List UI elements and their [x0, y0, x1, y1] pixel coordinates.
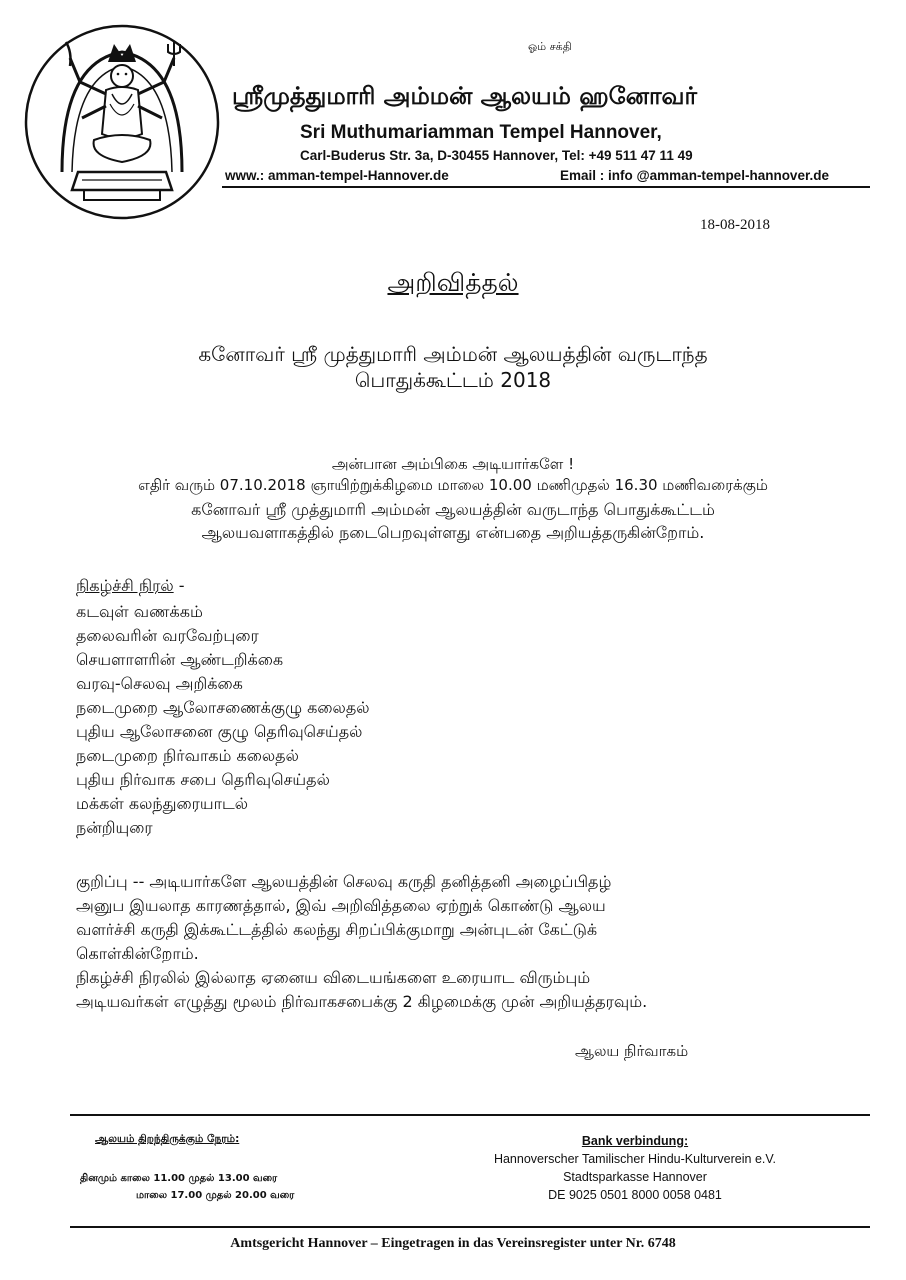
bank-name: Stadtsparkasse Hannover: [563, 1170, 707, 1184]
notice-heading: [0, 268, 906, 301]
agenda-item: நடைமுறை நிர்வாகம் கலைதல்: [76, 746, 299, 765]
notice-heading-text: அறிவித்தல்: [387, 268, 519, 297]
remark-line: நிகழ்ச்சி நிரலில் இல்லாத ஏனைய விடையங்களை உரையாட விரும்பும்: [76, 968, 591, 987]
greeting: அன்பான அம்பிகை அடியார்களே !: [331, 455, 575, 473]
agenda-item: நன்றியுரை: [76, 818, 153, 837]
notice-subtitle-line1: கனோவர் ஸ்ரீ முத்துமாரி அம்மன் ஆலயத்தின் வருடாந்த: [198, 342, 708, 366]
agenda-title-suffix: -: [173, 576, 185, 595]
temple-name-tamil: ஸ்ரீமுத்துமாரி அம்மன் ஆலயம் ஹனோவர்: [232, 82, 698, 110]
agenda-title-text: நிகழ்ச்சி நிரல்: [76, 576, 174, 595]
agenda-item: வரவு-செலவு அறிக்கை: [76, 674, 243, 693]
footer-divider-top: [70, 1114, 870, 1116]
opening-hours-morning: தினமும் காலை 11.00 முதல் 13.00 வரை: [80, 1173, 278, 1184]
remark-line: குறிப்பு -- அடியார்களே ஆலயத்தின் செலவு கருதி தனித்தனி அழைப்பிதழ்: [76, 872, 612, 891]
agenda-title: [76, 576, 185, 597]
agenda-item: செயளாளரின் ஆண்டறிக்கை: [76, 650, 284, 669]
agenda-item: நடைமுறை ஆலோசணைக்குழு கலைதல்: [76, 698, 370, 717]
notice-subtitle-line2: பொதுக்கூட்டம் 2018: [354, 368, 552, 392]
notice-body-line1: எதிர் வரும் 07.10.2018 ஞாயிற்றுக்கிழமை மாலை 10.00 மணிமுதல் 16.30 மணிவரைக்கும்: [138, 476, 768, 494]
footer-divider-bottom: [70, 1226, 870, 1228]
bank-iban: DE 9025 0501 8000 0058 0481: [548, 1188, 722, 1202]
temple-address: Carl-Buderus Str. 3a, D-30455 Hannover, Tel: +49 511 47 11 49: [300, 148, 693, 163]
agenda-list: [76, 600, 370, 840]
notice-body-line2: கனோவர் ஸ்ரீ முத்துமாரி அம்மன் ஆலயத்தின் வருடாந்த பொதுக்கூட்டம்: [191, 500, 715, 519]
bank-account-holder: Hannoverscher Tamilischer Hindu-Kulturverein e.V.: [493, 1152, 777, 1166]
temple-name-german: Sri Muthumariamman Tempel Hannover,: [300, 122, 662, 143]
letter-date: 18-08-2018: [700, 217, 770, 233]
header-divider: [222, 186, 870, 188]
association-register-note: Amtsgericht Hannover – Eingetragen in das Vereinsregister unter Nr. 6748: [230, 1236, 676, 1251]
remark-line: அனுப இயலாத காரணத்தால், இவ் அறிவித்தலை ஏற்றுக் கொண்டு ஆலய: [76, 896, 606, 915]
opening-hours-title-text: ஆலயம் திறந்திருக்கும் நேரம்:: [95, 1133, 240, 1145]
notice-body-line3: ஆலயவளாகத்தில் நடைபெறவுள்ளது என்பதை அறியத்தருகின்றோம்.: [201, 523, 705, 542]
remark-line: அடியவர்கள் எழுத்து மூலம் நிர்வாகசபைக்கு 2 கிழமைக்கு முன் அறியத்தரவும்.: [76, 992, 648, 1011]
remark-line: வளர்ச்சி கருதி இக்கூட்டத்தில் கலந்து சிறப்பிக்குமாறு அன்புடன் கேட்டுக்: [76, 920, 598, 939]
agenda-item: கடவுள் வணக்கம்: [76, 602, 203, 621]
agenda-item: புதிய ஆலோசனை குழு தெரிவுசெய்தல்: [76, 722, 363, 741]
om-sakthi-text: ஓம் சக்தி: [528, 40, 572, 53]
signature-temple-administration: ஆலய நிர்வாகம்: [575, 1042, 689, 1060]
agenda-item: புதிய நிர்வாக சபை தெரிவுசெய்தல்: [76, 770, 330, 789]
email-link[interactable]: Email : info @amman-tempel-hannover.de: [560, 168, 829, 183]
opening-hours-evening: மாலை 17.00 முதல் 20.00 வரை: [136, 1190, 295, 1201]
agenda-item: மக்கள் கலந்துரையாடல்: [76, 794, 249, 813]
remark-line: கொள்கின்றோம்.: [76, 944, 199, 963]
agenda-item: தலைவரின் வரவேற்புரை: [76, 626, 259, 645]
bank-details-title: Bank verbindung:: [581, 1134, 689, 1148]
temple-seal-logo: [22, 22, 222, 222]
opening-hours-title: [95, 1133, 239, 1146]
website-link[interactable]: www.: amman-tempel-Hannover.de: [225, 168, 449, 183]
